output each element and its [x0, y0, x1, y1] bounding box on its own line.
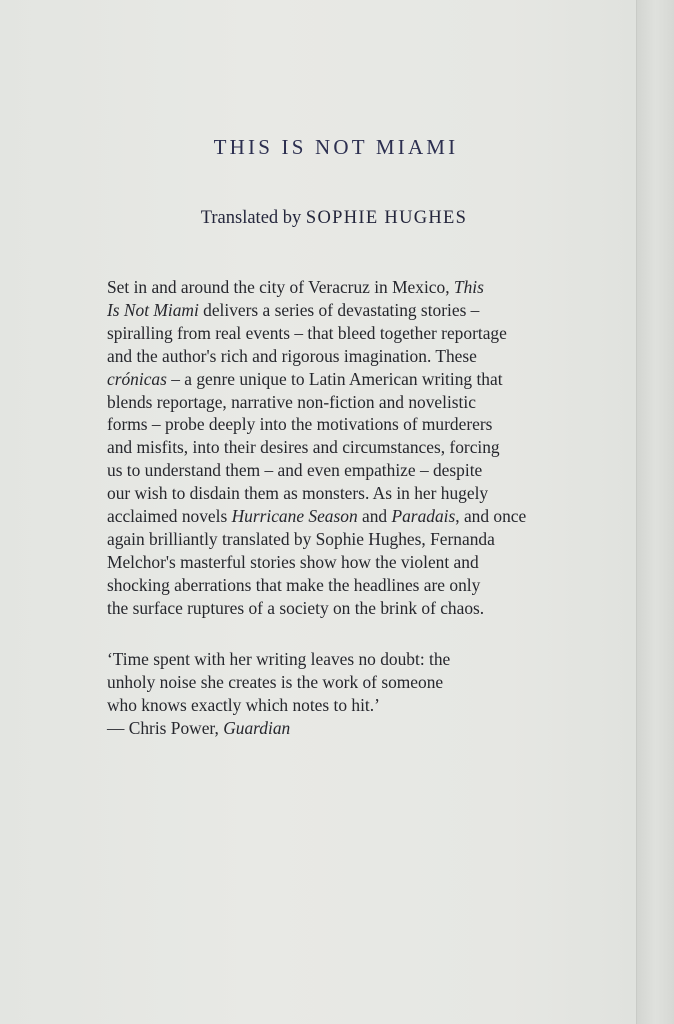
blurb-line	[107, 528, 575, 551]
review-quote	[107, 648, 575, 740]
italic-text: Is Not Miami	[107, 299, 199, 320]
quote-line	[107, 717, 575, 740]
text-run: unholy noise she creates is the work of someone	[107, 671, 444, 692]
blurb-line	[107, 505, 575, 528]
quote-line	[107, 671, 575, 694]
blurb-line	[107, 482, 575, 505]
text-run: and	[357, 506, 392, 527]
blurb-line	[107, 436, 575, 459]
blurb-line	[107, 322, 575, 345]
text-run: delivers a series of devastating stories –	[198, 299, 480, 320]
text-run: forms – probe deeply into the motivations of murderers	[107, 414, 493, 435]
text-run: again brilliantly translated by Sophie Hughes, Fernanda	[107, 528, 495, 549]
blurb-paragraph	[107, 276, 575, 620]
quote-line	[107, 648, 575, 671]
blurb-line	[107, 459, 575, 482]
translator-credit	[0, 208, 668, 229]
blurb-line	[107, 574, 575, 597]
blurb-line	[107, 345, 575, 368]
text-run: shocking aberrations that make the headlines are only	[107, 574, 481, 595]
text-run: and the author's rich and rigorous imagination. These	[107, 345, 477, 366]
blurb-line	[107, 299, 575, 322]
italic-text: crónicas	[107, 368, 167, 389]
text-run: and misfits, into their desires and circumstances, forcing	[107, 437, 500, 458]
text-run: – a genre unique to Latin American writing that	[166, 368, 503, 389]
blurb-line	[107, 597, 575, 620]
text-run: — Chris Power,	[107, 717, 224, 738]
book-title: THIS IS NOT MIAMI	[213, 135, 459, 159]
text-run: blends reportage, narrative non-fiction and novelistic	[107, 391, 476, 412]
blurb-line	[107, 391, 575, 414]
quote-line	[107, 694, 575, 717]
text-run: our wish to disdain them as monsters. As in her hugely	[107, 483, 489, 504]
translated-by-label: Translated by	[200, 208, 302, 228]
italic-text: Guardian	[223, 717, 291, 738]
italic-text: This	[453, 277, 484, 297]
blurb-line	[107, 413, 575, 436]
text-run: who knows exactly which notes to hit.’	[107, 694, 380, 715]
blurb-line	[107, 368, 575, 391]
text-run: us to understand them – and even empathize – despite	[107, 460, 483, 481]
italic-text: Hurricane Season	[231, 506, 358, 527]
text-run: ‘Time spent with her writing leaves no doubt: the	[107, 649, 451, 669]
text-run: acclaimed novels	[107, 506, 232, 527]
translator-name: SOPHIE HUGHES	[305, 208, 468, 228]
text-run: the surface ruptures of a society on the brink of chaos.	[107, 597, 485, 618]
text-run: , and once	[455, 506, 527, 527]
blurb-line	[107, 551, 575, 574]
text-run: Melchor's masterful stories show how the violent and	[107, 551, 479, 572]
text-run: spiralling from real events – that bleed together reportage	[107, 322, 507, 343]
blurb-line	[107, 276, 575, 299]
italic-text: Paradais	[391, 506, 456, 527]
text-run: Set in and around the city of Veracruz in Mexico,	[107, 277, 454, 297]
